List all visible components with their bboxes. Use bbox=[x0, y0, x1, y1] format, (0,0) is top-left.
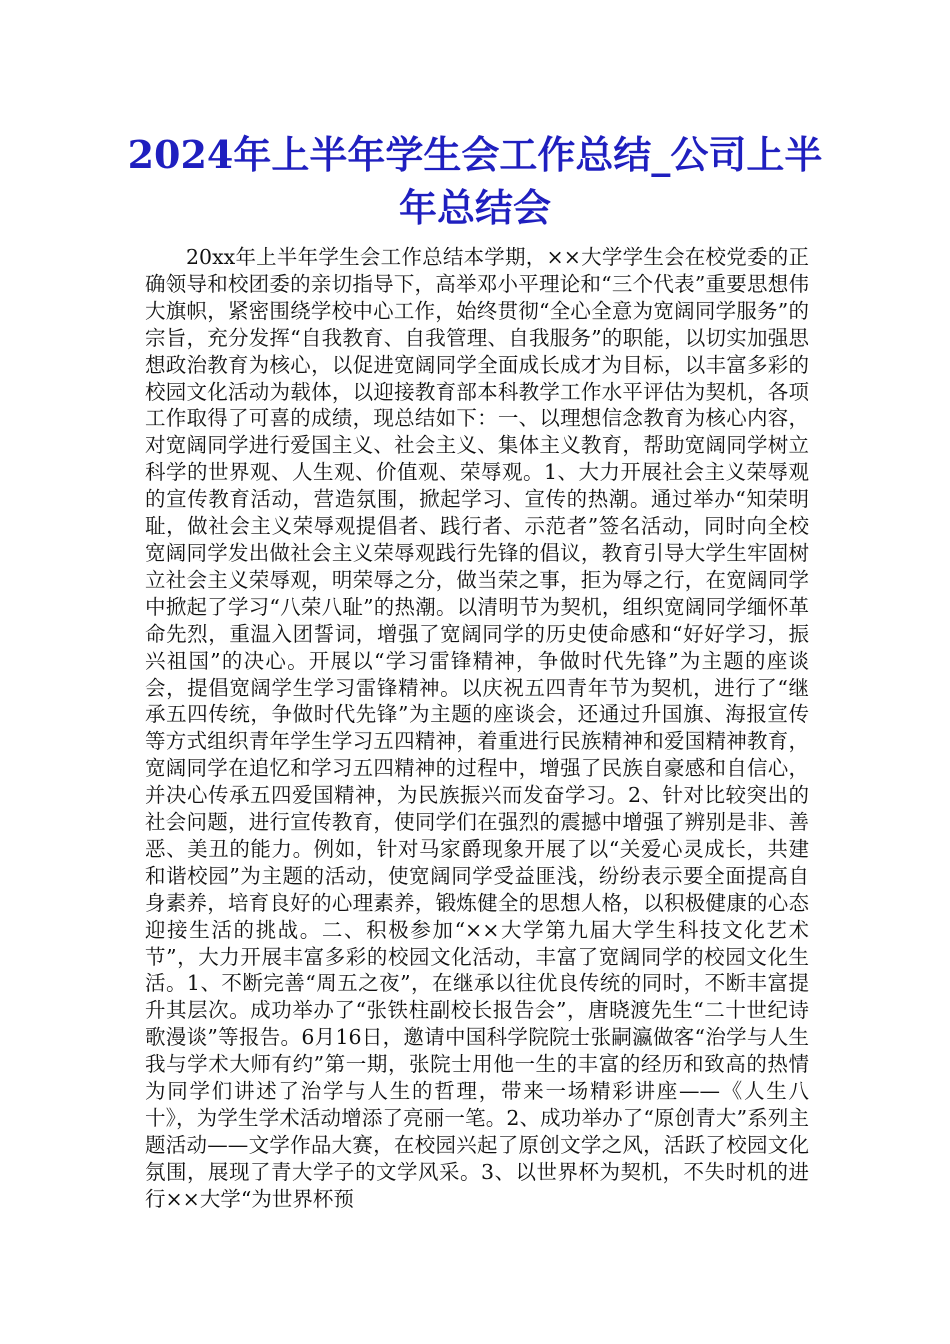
document-body-paragraph: 20xx年上半年学生会工作总结本学期，××大学学生会在校党委的正确领导和校团委的亲切指导下，高举邓小平理论和“三个代表”重要思想伟大旗帜，紧密围绕学校中心工作，始终贯彻“全心全意为宽阔同学服务”的宗旨，充分发挥“自我教育、自我管理、自我服务”的职能，以切实加强思想政治教育为核心，以促进宽阔同学全面成长成才为目标，以丰富多彩的校园文化活动为载体，以迎接教育部本科教学工作水平评估为契机，各项工作取得了可喜的成绩，现总结如下：一、以理想信念教育为核心内容，对宽阔同学进行爱国主义、社会主义、集体主义教育，帮助宽阔同学树立科学的世界观、人生观、价值观、荣辱观。1、大力开展社会主义荣辱观的宣传教育活动，营造氛围，掀起学习、宣传的热潮。通过举办“知荣明耻，做社会主义荣辱观提倡者、践行者、示范者”签名活动，同时向全校宽阔同学发出做社会主义荣辱观践行先锋的倡议，教育引导大学生牢固树立社会主义荣辱观，明荣辱之分，做当荣之事，拒为辱之行，在宽阔同学中掀起了学习“八荣八耻”的热潮。以清明节为契机，组织宽阔同学缅怀革命先烈，重温入团誓词，增强了宽阔同学的历史使命感和“好好学习，振兴祖国”的决心。开展以“学习雷锋精神，争做时代先锋”为主题的座谈会，提倡宽阔学生学习雷锋精神。以庆祝五四青年节为契机，进行了“继承五四传统，争做时代先锋”为主题的座谈会，还通过升国旗、海报宣传等方式组织青年学生学习五四精神，着重进行民族精神和爱国精神教育，宽阔同学在追忆和学习五四精神的过程中，增强了民族自豪感和自信心，并决心传承五四爱国精神，为民族振兴而发奋学习。2、针对比较突出的社会问题，进行宣传教育，使同学们在强烈的震撼中增强了辨别是非、善恶、美丑的能力。例如，针对马家爵现象开展了以“关爱心灵成长，共建和谐校园”为主题的活动，使宽阔同学受益匪浅，纷纷表示要全面提高自身素养，培育良好的心理素养，锻炼健全的思想人格，以积极健康的心态迎接生活的挑战。二、积极参加“××大学第九届大学生科技文化艺术节”，大力开展丰富多彩的校园文化活动，丰富了宽阔同学的校园文化生活。1、不断完善“周五之夜”，在继承以往优良传统的同时，不断丰富提升其层次。成功举办了“张铁柱副校长报告会”，唐晓渡先生“二十世纪诗歌漫谈”等报告。6月16日，邀请中国科学院院士张嗣瀛做客“治学与人生我与学术大师有约”第一期，张院士用他一生的丰富的经历和致高的热情为同学们讲述了治学与人生的哲理，带来一场精彩讲座——《人生八十》，为学生学术活动增添了亮丽一笔。2、成功举办了“原创青大”系列主题活动——文学作品大赛，在校园兴起了原创文学之风，活跃了校园文化氛围，展现了青大学子的文学风采。3、以世界杯为契机，不失时机的进行××大学“为世界杯预 bbox=[145, 245, 809, 1211]
document-title: 2024年上半年学生会工作总结_公司上半年总结会 bbox=[127, 132, 823, 230]
